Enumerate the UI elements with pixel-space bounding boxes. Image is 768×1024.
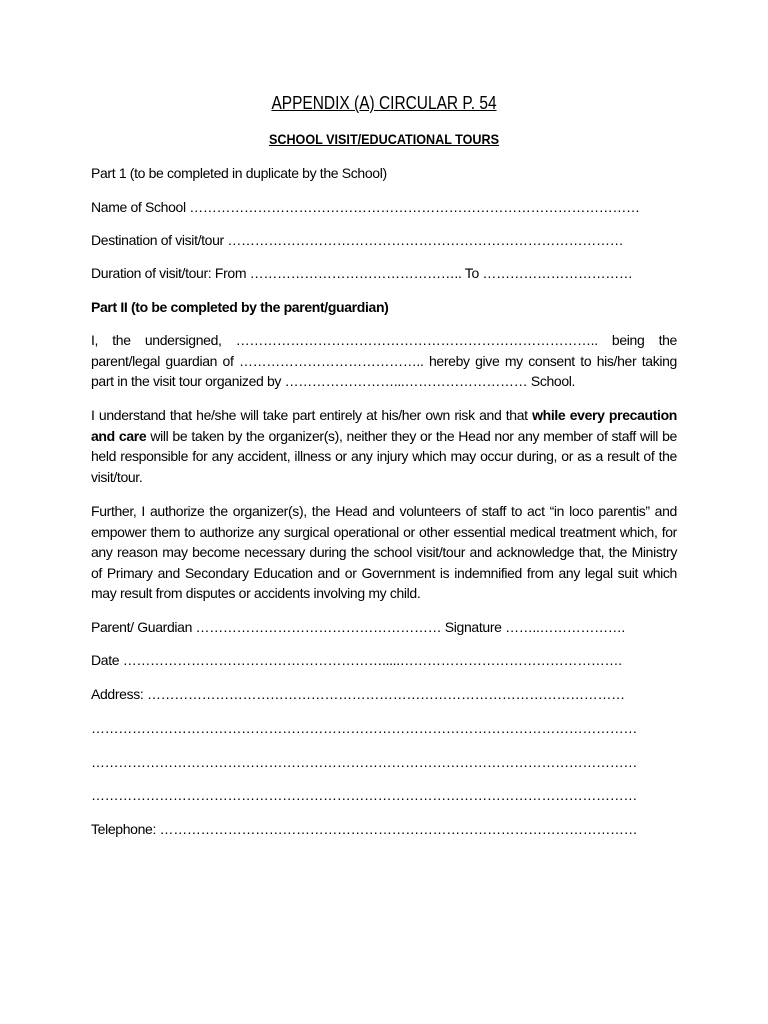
date-field: Date ………………………………………………….....…………………………………………. bbox=[91, 652, 622, 668]
address-line-2: ………………………………………………………………………………………………………… bbox=[91, 720, 638, 736]
destination-field: Destination of visit/tour …………………………………………………………………………… bbox=[91, 232, 624, 248]
consent-paragraph: I, the undersigned, …………………………………………………………………….. being the parent/legal guardian of ………………………………….. hereby give my consent to his/her taking part in the visit tour organized by ……………………...……………………… School. bbox=[91, 332, 677, 390]
telephone-field: Telephone: …………………………………………………………………………………………… bbox=[91, 821, 638, 837]
document-title: APPENDIX (A) CIRCULAR P. 54 bbox=[271, 93, 497, 113]
name-of-school-field: Name of School ……………………………………………………………………………………… bbox=[91, 199, 640, 215]
authorize-paragraph: Further, I authorize the organizer(s), the Head and volunteers of staff to act “in loco parentis” and empower them to authorize any surgical operational or other essential medical treatment which, for any reason may become necessary during the school visit/tour and acknowledge that, the Ministry of Primary and Secondary Education and or Government is indemnified from any legal suit which may result from disputes or accidents involving my child. bbox=[91, 503, 677, 602]
address-field: Address: …………………………………………………………………………………………… bbox=[91, 686, 625, 702]
address-line-4: ………………………………………………………………………………………………………… bbox=[91, 787, 638, 803]
part1-heading: Part 1 (to be completed in duplicate by the School) bbox=[91, 165, 387, 181]
duration-field: Duration of visit/tour: From ……………………………………….. To …………………………… bbox=[91, 265, 633, 281]
risk-paragraph-text-1: I understand that he/she will take part entirely at his/her own risk and that bbox=[91, 407, 533, 423]
address-line-3: ………………………………………………………………………………………………………… bbox=[91, 754, 638, 770]
risk-paragraph bbox=[91, 405, 677, 487]
risk-paragraph-emphasis: while every precaution and care bbox=[91, 407, 677, 444]
part2-heading: Part II (to be completed by the parent/guardian) bbox=[91, 299, 389, 315]
risk-paragraph-text-2: will be taken by the organizer(s), neither they or the Head nor any member of staff will be held responsible for any accident, illness or any injury which may occur during, or as a result of the visit/tour. bbox=[91, 427, 677, 485]
document-subtitle: SCHOOL VISIT/EDUCATIONAL TOURS bbox=[268, 131, 500, 147]
parent-signature-field: Parent/ Guardian ……………………………………………… Signature ……..………………. bbox=[91, 619, 625, 635]
